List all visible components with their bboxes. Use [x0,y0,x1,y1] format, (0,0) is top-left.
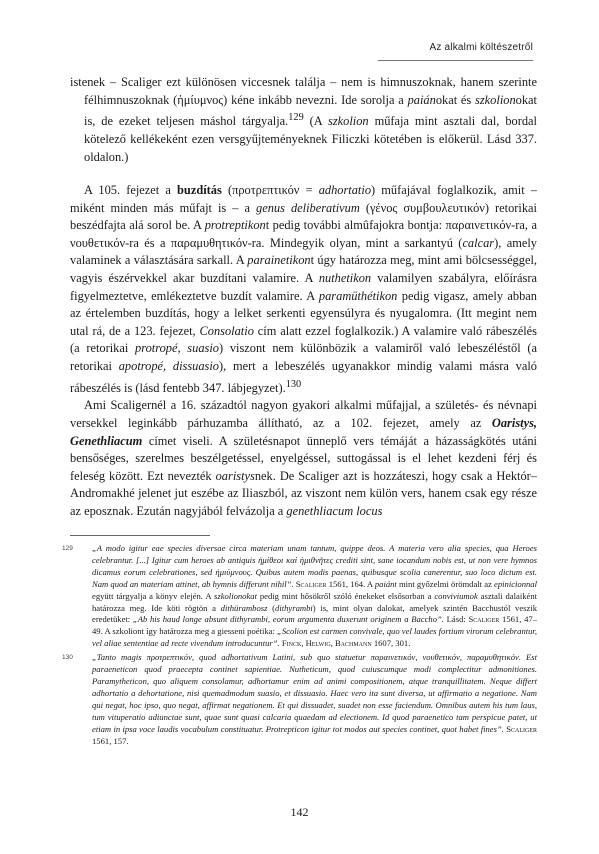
footnote-129 [62,543,538,650]
footnote-text: „A modo igitur eae species diversae circa materiam unam tantum, quippe deos. A materia vero alia species, qua Heroes celebrantur. [...] Igitur cum heroes ab antiquis ἡμίθεοι καὶ ἡμιθνῆτες crediti sint, sane iocandum nobis est, ut non vere hymnos dicamus eorum celebrationes, sed ἡμιύμνους. Quibus autem modis paenas, quibusque scolia canerentur, suo loco dictum est. Nam quod an materiam attinet, ab hymnis differunt nihil”. Scaliger 1561, 164. A paiánt mint győzelmi örömdalt az epinicionnal együtt tárgyalja a könyv elején. A szkolionokat pedig mint hősökről szóló énekeket elsősorban a conviviumok asztali dalaiként határozza meg. Ide köti rögtön a dithürambosz (dithyrambi) is, mint olyan dalokat, amelyek szintén Bacchustól veszik eredetüket: „Ab his haud longe absunt dithyrambi, eorum argumenta duxerunt originem a Baccho”. Lásd: Scaliger 1561, 47–49. A szkoliont így határozza meg a giesseni poétika: „Scolion est carmen convivale, quo vel laudes fortium virorum celebrantur, vel aliae sententiae ad recte vivendum introducuntur”. Finck, Helwig, Bachmann 1607, 301. [92,543,538,649]
footnote-130 [62,652,538,747]
footnotes [62,543,538,749]
footnote-number: 130 [62,654,73,662]
header-rule [378,60,533,61]
paragraph-2: A 105. fejezet a buzdítás (προτρεπτικόν = adhortatio) műfajával foglalkozik, amit – miként minden más műfajt is – a genus deliberativum (γένος συμβουλευτικόν) retorikai beszédfajta alá sorol be. A protreptikont pedig további almûfajokra bontja: παραινετικόν-ra, a νουθετικόν-ra és a παραμυθητικόν-ra. Mindegyik olyan, mint a sarkantyú (calcar), amely valaminek a választására sarkall. A parainetikont úgy határozza meg, mint ami bölcsességgel, vagyis észérvekkel akar buzdítani valamire. A nuthetikon valamilyen szabályra, előírásra figyelmeztetve, emlékeztetve buzdít valamire. A paramüthétikon pedig vigasz, amely abban az értelemben buzdítás, hogy a lelket serkenti egyensúlyra és nyugalomra. (Itt megint nem utal rá, de a 123. fejezet, Consolatio cím alatt ezzel foglalkozik.) A valamire való rábeszélés (a retorikai protropé, suasio) viszont nem különbözik a valamiről való lebeszéléstől (a retorikai apotropé, dissuasio), mert a lebeszélés ugyanakkor mindig valami másra való rábeszélés is (lásd fentebb 347. lábjegyzet).$^{130}$ [70,183,538,395]
body-text [70,74,537,521]
running-head: Az alkalmi költészetről [429,42,533,53]
paragraph-1: istenek – Scaliger ezt különösen viccesnek találja – nem is himnuszoknak, hanem szerinte félhimnuszoknak (ἡμίυμνος) kéne inkább nevezni. Ide sorolja a paiánokat és szkolionokat is, de ezeket teljesen máshol tárgyalja.$^{129}$ (A szkolion műfaja mint asztali dal, bordal kötelező kellékeként ezen versgyűjteményeknek Filiczki kötetében is előkerül. Lásd 337. oldalon.) [70,75,537,164]
footnote-rule [70,535,210,536]
footnote-number: 129 [62,545,73,552]
page-number: 142 [290,805,309,819]
paragraph-3: Ami Scaligernél a 16. századtól nagyon gyakori alkalmi műfajjal, a születés- és névnapi versekkel leginkább párhuzamba állítható, az a 102. fejezet, amely az Oaristys, Genethliacum címet viseli. A születésnapot ünneplő vers témáját a házasságkötés utáni bensőséges, szerelmes beszélgetéssel, enyelgéssel, suttogással is el lehet kezdeni férj és feleség között. Ezt nevezték oaristysnek. De Scaliger azt is hozzáteszi, hogy csak a Hektór–Andromakhé jelenet jut eszébe az Iliaszból, az viszont nem külön vers, hanem csak egy része az eposznak. Ezután nagyjából felvázolja a genethliacum locus [70,398,537,518]
footnote-text: „Tanto magis προτρεπτικόν, quod adhortativum Latini, sub quo statuetur παραινετικόν, νουθετικόν, παραμυθητικόν. Est paraeneticon quod praecepta continet sapientiae. Nutheticum, quod cuiuscumque modi complectitur admonitiones. Paramytheticon, quo aliquem consolamur, adhortamur enim ad animi compositionem, atque tranquillitatem. Neque differt adhortatio a dehortatione, nisi quemadmodum suasio, et dissuasio. Haec vero ita sunt diversa, ut affirmatio a negatione. Nam qui negat, hoc ipso, quo negat, affirmat negationem. Et qui dissuadet, suadet non esse faciendum. Omnibus autem his tum laus, tum vituperatio adiunctae sunt, quae sunt quasi calcaria quaedam ad electionem. Id quod paraenetico tam perspicue patet, ut etiam in ipsa voce laudis vocabulum constituatur. Protrepticon igitur tot modos aut species continet, quot habet fines”. Scaliger 1561, 157. [92,652,538,746]
